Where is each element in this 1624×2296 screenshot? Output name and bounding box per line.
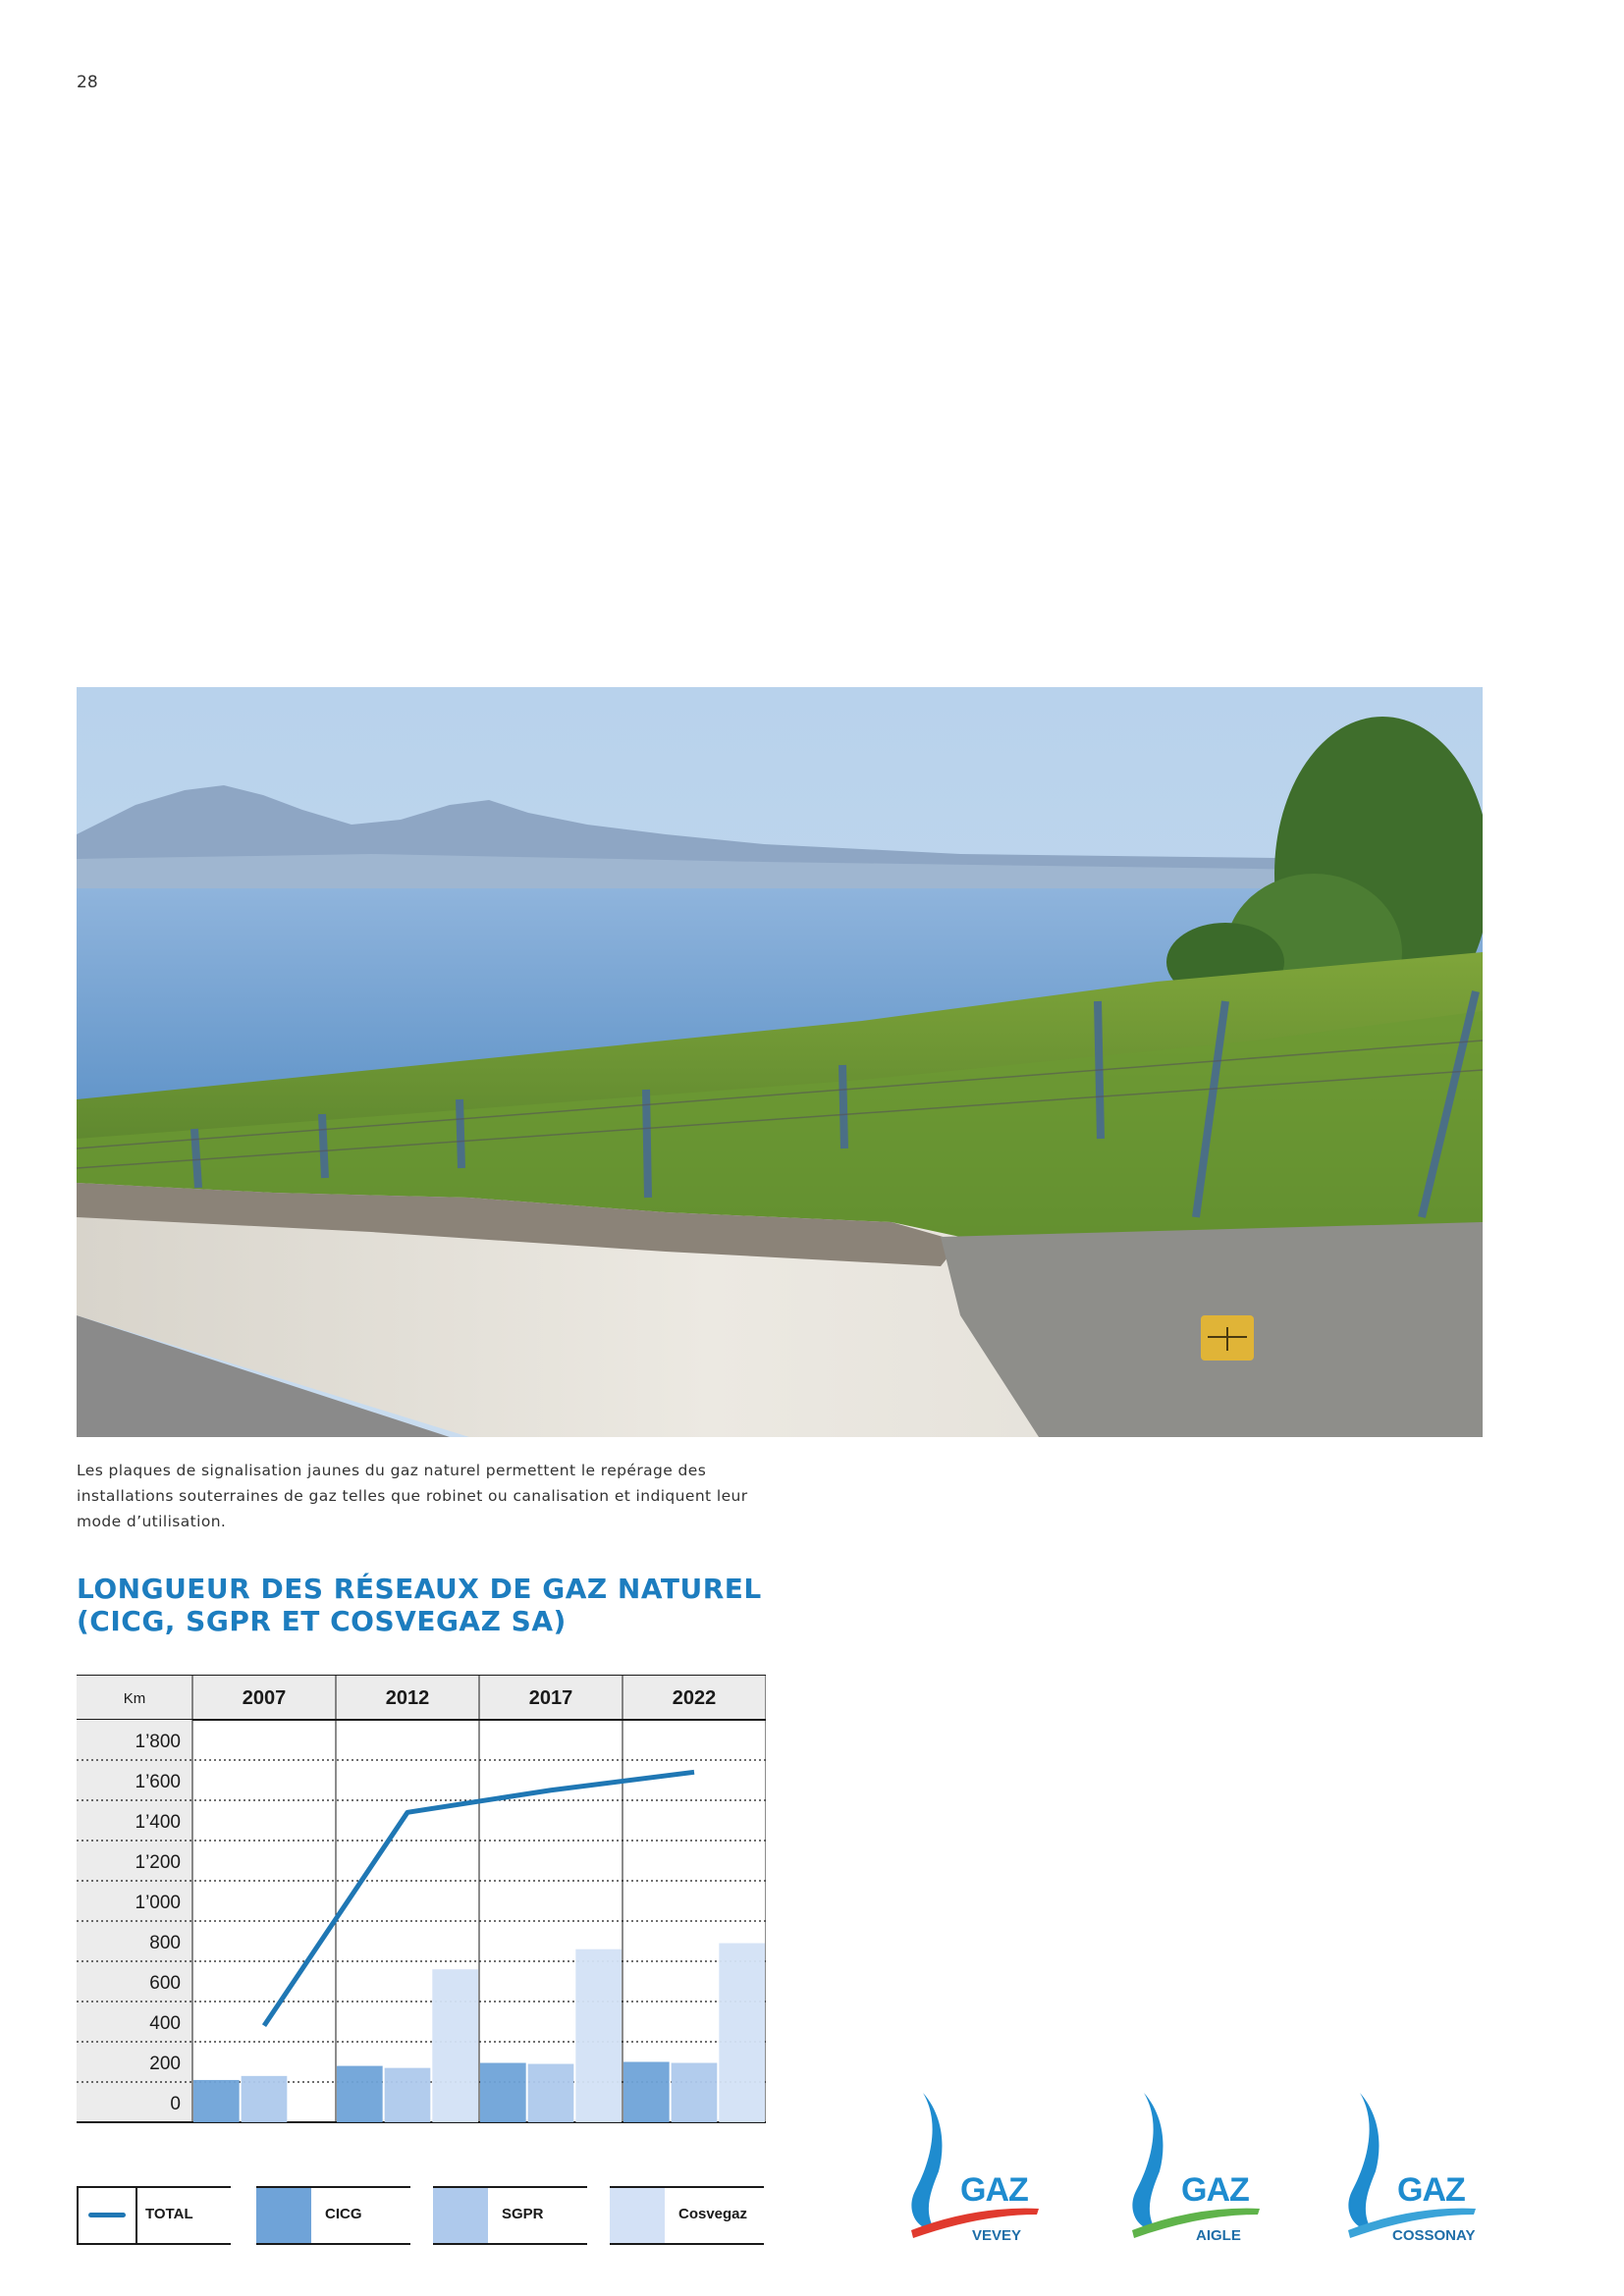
legend-label: CICG <box>325 2206 362 2222</box>
bar-sgpr <box>242 2076 288 2122</box>
unit-label: Km <box>123 1690 146 1707</box>
bar-cosvegaz <box>432 1969 478 2122</box>
logo-city: AIGLE <box>1196 2227 1241 2244</box>
y-tick-label: 800 <box>149 1933 181 1953</box>
legend-item-sgpr <box>433 2186 587 2245</box>
page-number: 28 <box>77 73 98 92</box>
bar-sgpr <box>672 2063 718 2122</box>
legend-swatch <box>610 2188 665 2243</box>
bar-cicg <box>193 2080 240 2122</box>
legend-label: TOTAL <box>145 2206 193 2222</box>
logo-word: GAZ <box>1397 2171 1465 2209</box>
photo-caption: Les plaques de signalisation jaunes du gaz naturel permettent le repérage des installations souterraines de gaz telles que robinet ou canalisation et indiquent leur mode d’utilisation. <box>77 1462 748 1530</box>
legend-swatch <box>433 2188 488 2243</box>
chart-title-line-2: (CICG, SGPR ET COSVEGAZ SA) <box>77 1605 567 1637</box>
bar-cosvegaz <box>719 1944 765 2122</box>
category-label: 2012 <box>385 1687 430 1709</box>
logo-gaz-cossonay <box>1338 2083 1486 2255</box>
category-label: 2017 <box>528 1687 573 1709</box>
chart-legend <box>77 2186 766 2243</box>
bar-cosvegaz <box>575 1949 622 2122</box>
category-label: 2022 <box>672 1687 717 1709</box>
bar-cicg <box>337 2066 383 2122</box>
logo-gaz-aigle <box>1122 2083 1270 2255</box>
bar-cicg <box>623 2062 670 2123</box>
logo-gaz-vevey <box>901 2083 1049 2255</box>
logo-word: GAZ <box>960 2171 1028 2209</box>
logo-city: VEVEY <box>972 2227 1022 2244</box>
y-tick-label: 400 <box>149 2013 181 2034</box>
y-tick-label: 1’400 <box>135 1812 181 1833</box>
y-tick-label: 1’600 <box>135 1772 181 1792</box>
chart-title-line-1: LONGUEUR DES RÉSEAUX DE GAZ NATUREL <box>77 1573 762 1605</box>
y-tick-label: 0 <box>170 2094 181 2114</box>
network-length-chart <box>77 1675 766 2136</box>
legend-item-cicg <box>256 2186 410 2245</box>
y-tick-label: 1’000 <box>135 1893 181 1913</box>
logo-word: GAZ <box>1181 2171 1249 2209</box>
bar-sgpr <box>528 2064 574 2122</box>
legend-swatch <box>256 2188 311 2243</box>
vineyard-photo <box>77 687 1483 1437</box>
y-tick-label: 600 <box>149 1973 181 1994</box>
category-label: 2007 <box>242 1687 287 1709</box>
y-tick-label: 1’800 <box>135 1732 181 1752</box>
legend-item-total <box>77 2186 231 2245</box>
legend-label: SGPR <box>502 2206 544 2222</box>
logo-city: COSSONAY <box>1392 2227 1476 2244</box>
bar-sgpr <box>385 2068 431 2122</box>
y-tick-label: 1’200 <box>135 1852 181 1873</box>
chart-title <box>77 1573 823 1637</box>
y-tick-label: 200 <box>149 2054 181 2074</box>
legend-label: Cosvegaz <box>678 2206 748 2222</box>
legend-swatch <box>77 2188 137 2243</box>
legend-item-cosvegaz <box>610 2186 764 2245</box>
bar-cicg <box>480 2063 526 2122</box>
